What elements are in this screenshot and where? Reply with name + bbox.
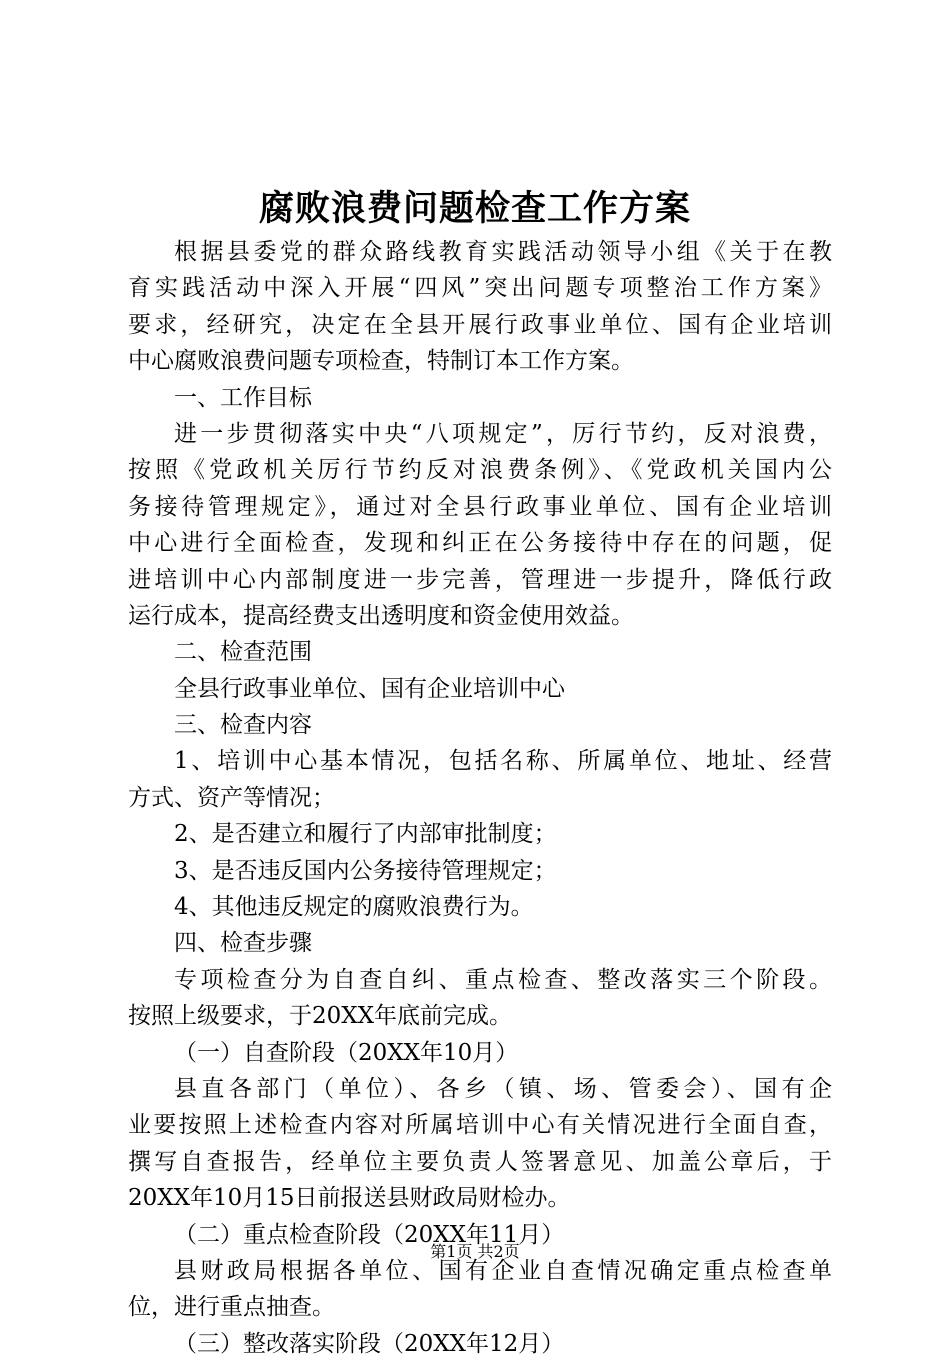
section-heading: 四、检查步骤	[174, 930, 312, 957]
paragraph-line: 20XX年10月15日前报送县财政局财检办。	[128, 1185, 571, 1212]
paragraph-line: 务接待管理规定》，通过对全县行政事业单位、国有企业培训	[128, 493, 832, 520]
paragraph-line: 县财政局根据各单位、国有企业自查情况确定重点检查单	[174, 1257, 832, 1284]
paragraph-line: 撰写自查报告，经单位主要负责人签署意见、加盖公章后，于	[128, 1148, 832, 1175]
page-footer: 第1页 共2页	[430, 1242, 520, 1261]
subsection-heading: （一）自查阶段（20XX年10月）	[174, 1039, 519, 1066]
document-body	[128, 234, 832, 1362]
paragraph-line: 育实践活动中深入开展“四风”突出问题专项整治工作方案》	[128, 275, 832, 302]
paragraph-line: 全县行政事业单位、国有企业培训中心	[174, 675, 565, 702]
list-item-line: 4、其他违反规定的腐败浪费行为。	[174, 894, 534, 921]
paragraph-line: 中心腐败浪费问题专项检查，特制订本工作方案。	[128, 348, 634, 375]
list-item-line: 方式、资产等情况；	[128, 784, 335, 811]
paragraph-line: 根据县委党的群众路线教育实践活动领导小组《关于在教	[174, 239, 832, 265]
paragraph-line: 中心进行全面检查，发现和纠正在公务接待中存在的问题，促	[128, 530, 832, 557]
document-title: 腐败浪费问题检查工作方案	[258, 188, 691, 229]
subsection-heading: （三）整改落实阶段（20XX年12月）	[174, 1330, 565, 1357]
paragraph-line: 县直各部门（单位）、各乡（镇、场、管委会）、国有企	[174, 1075, 832, 1102]
list-item-line: 3、是否违反国内公务接待管理规定；	[174, 857, 557, 884]
section-heading: 一、工作目标	[174, 384, 312, 411]
list-item-line: 1、培训中心基本情况，包括名称、所属单位、地址、经营	[174, 748, 832, 775]
paragraph-line: 按照上级要求，于20XX年底前完成。	[128, 1003, 513, 1030]
paragraph-line: 业要按照上述检查内容对所属培训中心有关情况进行全面自查，	[128, 1112, 832, 1139]
paragraph-line: 位，进行重点抽查。	[128, 1294, 335, 1321]
paragraph-line: 进一步贯彻落实中央“八项规定”，厉行节约，反对浪费，	[174, 420, 832, 447]
subsection-heading: （二）重点检查阶段（20XX年11月）	[174, 1221, 565, 1248]
list-item-line: 2、是否建立和履行了内部审批制度；	[174, 821, 557, 848]
paragraph-line: 按照《党政机关厉行节约反对浪费条例》、《党政机关国内公	[128, 457, 832, 484]
paragraph-line: 进培训中心内部制度进一步完善，管理进一步提升，降低行政	[128, 566, 832, 593]
section-heading: 二、检查范围	[174, 639, 312, 666]
paragraph-line: 专项检查分为自查自纠、重点检查、整改落实三个阶段。	[174, 966, 832, 993]
paragraph-line: 要求，经研究，决定在全县开展行政事业单位、国有企业培训	[128, 311, 832, 338]
section-heading: 三、检查内容	[174, 712, 312, 739]
paragraph-line: 运行成本，提高经费支出透明度和资金使用效益。	[128, 602, 634, 629]
